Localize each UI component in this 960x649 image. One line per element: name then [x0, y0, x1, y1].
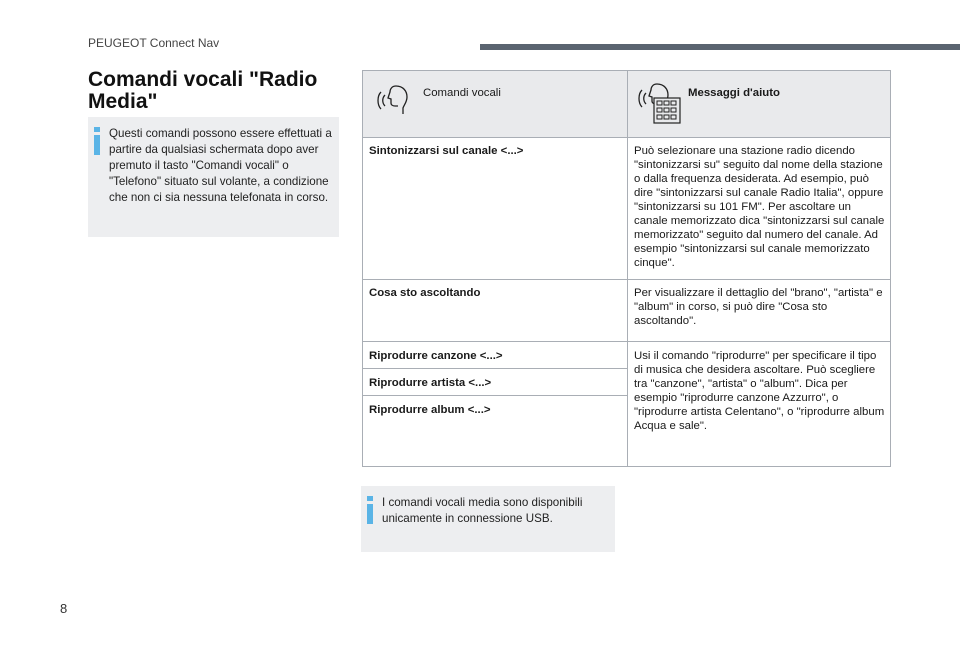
table-divider [363, 279, 890, 280]
page-number: 8 [60, 601, 68, 616]
voice-commands-table [362, 70, 891, 467]
info-icon [94, 127, 100, 155]
info-icon [367, 496, 373, 524]
voice-command-icon [374, 83, 410, 117]
table-divider [363, 368, 627, 369]
table-row-help: Per visualizzare il dettaglio del "brano", "artista" e "album" in corso, si può dire "Cosa sto ascoltando". [634, 287, 883, 327]
table-divider-vertical [627, 71, 628, 466]
table-row-command: Cosa sto ascoltando [369, 287, 481, 299]
info-text-top: Questi comandi possono essere effettuati a partire da qualsiasi schermata dopo aver premuto il tasto "Comandi vocali" o "Telefono" situato sul volante, a condizione che non ci sia nessuna telefonata in corso. [109, 127, 332, 204]
table-divider [363, 395, 627, 396]
info-text-bottom: I comandi vocali media sono disponibili unicamente in connessione USB. [382, 496, 583, 525]
table-divider [363, 341, 890, 342]
table-divider [363, 137, 890, 138]
info-box-bottom [361, 486, 615, 552]
table-row-help: Usi il comando "riprodurre" per specificare il tipo di musica che desidera ascoltare. Può scegliere tra "canzone", "artista" o "album". Dica per esempio "riprodurre canzone Azzurro", o "riprodurre artista Celentano", o "riprodurre album Acqua e sale". [634, 350, 885, 432]
table-col1-header: Comandi vocali [423, 87, 501, 99]
table-row-command: Riprodurre album <...> [369, 404, 491, 416]
table-col2-header: Messaggi d'aiuto [688, 87, 780, 99]
table-row-command: Sintonizzarsi sul canale <...> [369, 145, 524, 157]
page-title: Comandi vocali "Radio Media" [88, 68, 318, 113]
info-box-top [88, 117, 339, 237]
table-row-command: Riprodurre canzone <...> [369, 350, 503, 362]
table-row-command: Riprodurre artista <...> [369, 377, 492, 389]
header-bar [480, 44, 960, 50]
voice-help-icon [636, 81, 684, 125]
table-row-help: Può selezionare una stazione radio dicendo "sintonizzarsi su" seguito dal nome della stazione o dalla frequenza desiderata. Ad esempio, può dire "sintonizzarsi sul canale Radio Italia", oppure "sintonizzarsi su 101 FM". Per ascoltare un canale memorizzato dica "sintonizzarsi sul canale memorizzato" seguito dal numero del canale. Ad esempio "sintonizzarsi sul canale memorizzato cinque". [634, 145, 885, 269]
header-title: PEUGEOT Connect Nav [88, 36, 220, 50]
